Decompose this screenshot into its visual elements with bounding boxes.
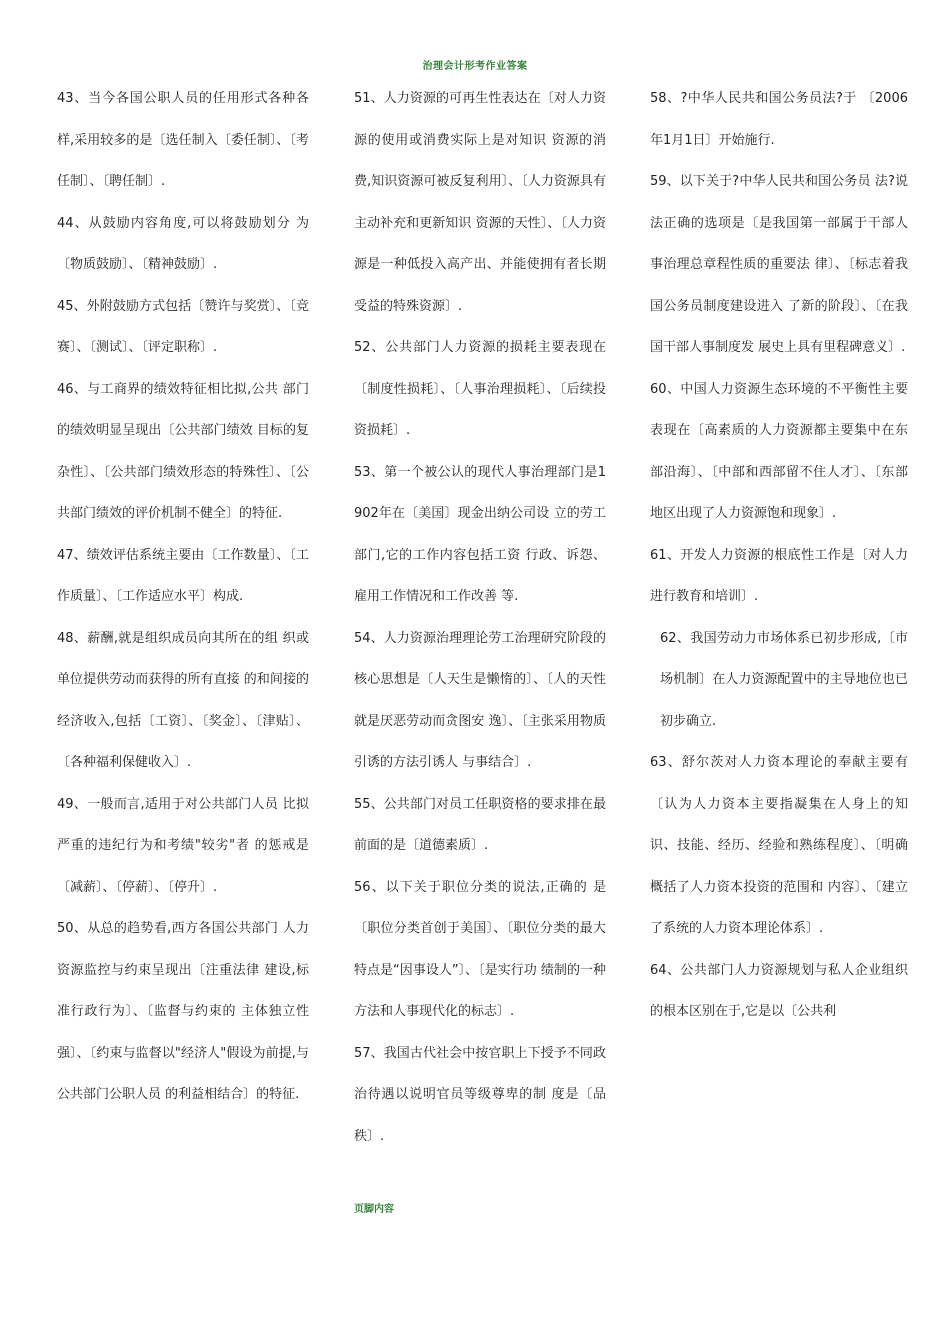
- question-52: 52、公共部门人力资源的损耗主要表现在〔制度性损耗〕、〔人事治理损耗〕、〔后续投资损耗〕.: [354, 340, 606, 438]
- question-46: 46、与工商界的绩效特征相比拟,公共 部门的绩效明显呈现出〔公共部门绩效 目标的复杂性〕、〔公共部门绩效形态的特殊性〕、〔公共部门绩效的评价机制不健全〕的特征.: [57, 381, 309, 521]
- question-55: 55、公共部门对员工任职资格的要求排在最前面的是〔道德素质〕.: [354, 796, 606, 853]
- question-44: 44、从鼓励内容角度,可以将鼓励划分 为〔物质鼓励〕、〔精神鼓励〕.: [57, 215, 309, 272]
- question-48: 48、薪酬,就是组织成员向其所在的组 织或单位提供劳动而获得的所有直接 的和间接的经济收入,包括〔工资〕、〔奖金〕、〔津贴〕、〔各种福利保健收入〕.: [57, 630, 309, 770]
- text-column-middle: [354, 78, 606, 1157]
- question-57: 57、我国古代社会中按官职上下授予不同政治待遇以说明官员等级尊卑的制 度是〔品秩〕.: [354, 1045, 606, 1144]
- question-64: 64、公共部门人力资源规划与私人企业组织的根本区别在于,它是以〔公共利: [650, 962, 908, 1019]
- question-63: 63、舒尔茨对人力资本理论的奉献主要有〔认为人力资本主要指凝集在人身上的知识、技能、经历、经验和熟练程度〕、〔明确概括了人力资本投资的范围和 内容〕、〔建立了系统的人力资本理论体系〕.: [650, 755, 908, 936]
- question-62: 62、我国劳动力市场体系已初步形成,〔市场机制〕在人力资源配置中的主导地位也已初步确立.: [660, 630, 908, 729]
- question-43: 43、当今各国公职人员的任用形式各种各样,采用较多的是〔选任制入〔委任制〕、〔考任制〕、〔聘任制〕.: [57, 91, 309, 189]
- question-61: 61、开发人力资源的根底性工作是〔对人力进行教育和培训〕.: [650, 547, 908, 604]
- question-51: 51、人力资源的可再生性表达在〔对人力资源的使用或消费实际上是对知识 资源的消费,知识资源可被反复利用〕、〔人力资源具有主动补充和更新知识 资源的天性〕、〔人力资源是一种低投入高产出、并能使拥有者长期受益的特殊资源〕.: [354, 91, 606, 314]
- question-50: 50、从总的趋势看,西方各国公共部门 人力资源监控与约束呈现出〔注重法律 建设,标准行政行为〕、〔监督与约束的 主体独立性强〕、〔约束与监督以"经济人"假设为前提,与公共部门公职人员 的利益相结合〕的特征.: [57, 921, 309, 1102]
- text-column-left: [57, 78, 309, 1116]
- page-header-title: 治理会计形考作业答案: [422, 61, 528, 72]
- question-56: 56、以下关于职位分类的说法,正确的 是〔职位分类首创于美国〕、〔职位分类的最大特点是“因事设人”〕、〔是实行功 绩制的一种方法和人事现代化的标志〕.: [354, 879, 606, 1019]
- question-53: 53、第一个被公认的现代人事治理部门是1902年在〔美国〕现金出纳公司设 立的劳工部门,它的工作内容包括工资 行政、诉怨、雇用工作情况和工作改善 等.: [354, 464, 606, 604]
- question-54: 54、人力资源治理理论劳工治理研究阶段的核心思想是〔人天生是懒惰的〕、〔人的天性就是厌恶劳动而贪图安 逸〕、〔主张采用物质引诱的方法引诱人 与事结合〕.: [354, 630, 606, 770]
- question-59: 59、以下关于?中华人民共和国公务员 法?说法正确的选项是〔是我国第一部属于干部人事治理总章程性质的重要法 律〕、〔标志着我国公务员制度建设进入 了新的阶段〕、〔在我国干部人事制度发 展史上具有里程碑意义〕.: [650, 174, 908, 355]
- question-60: 60、中国人力资源生态环境的不平衡性主要表现在〔高素质的人力资源都主要集中在东部沿海〕、〔中部和西部留不住人才〕、〔东部地区出现了人力资源饱和现象〕.: [650, 381, 908, 521]
- question-58: 58、?中华人民共和国公务员法?于 〔2006年1月1日〕开始施行.: [650, 91, 908, 148]
- text-column-right: [650, 78, 908, 1033]
- question-47: 47、绩效评估系统主要由〔工作数量〕、〔工作质量〕、〔工作适应水平〕构成.: [57, 547, 309, 604]
- question-45: 45、外附鼓励方式包括〔赞许与奖赏〕、〔竞赛〕、〔测试〕、〔评定职称〕.: [57, 298, 309, 355]
- question-49: 49、一般而言,适用于对公共部门人员 比拟严重的违纪行为和考绩"较劣"者 的惩戒是〔减薪〕、〔停薪〕、〔停升〕.: [57, 796, 309, 895]
- footer-label: 页脚内容: [354, 1204, 394, 1215]
